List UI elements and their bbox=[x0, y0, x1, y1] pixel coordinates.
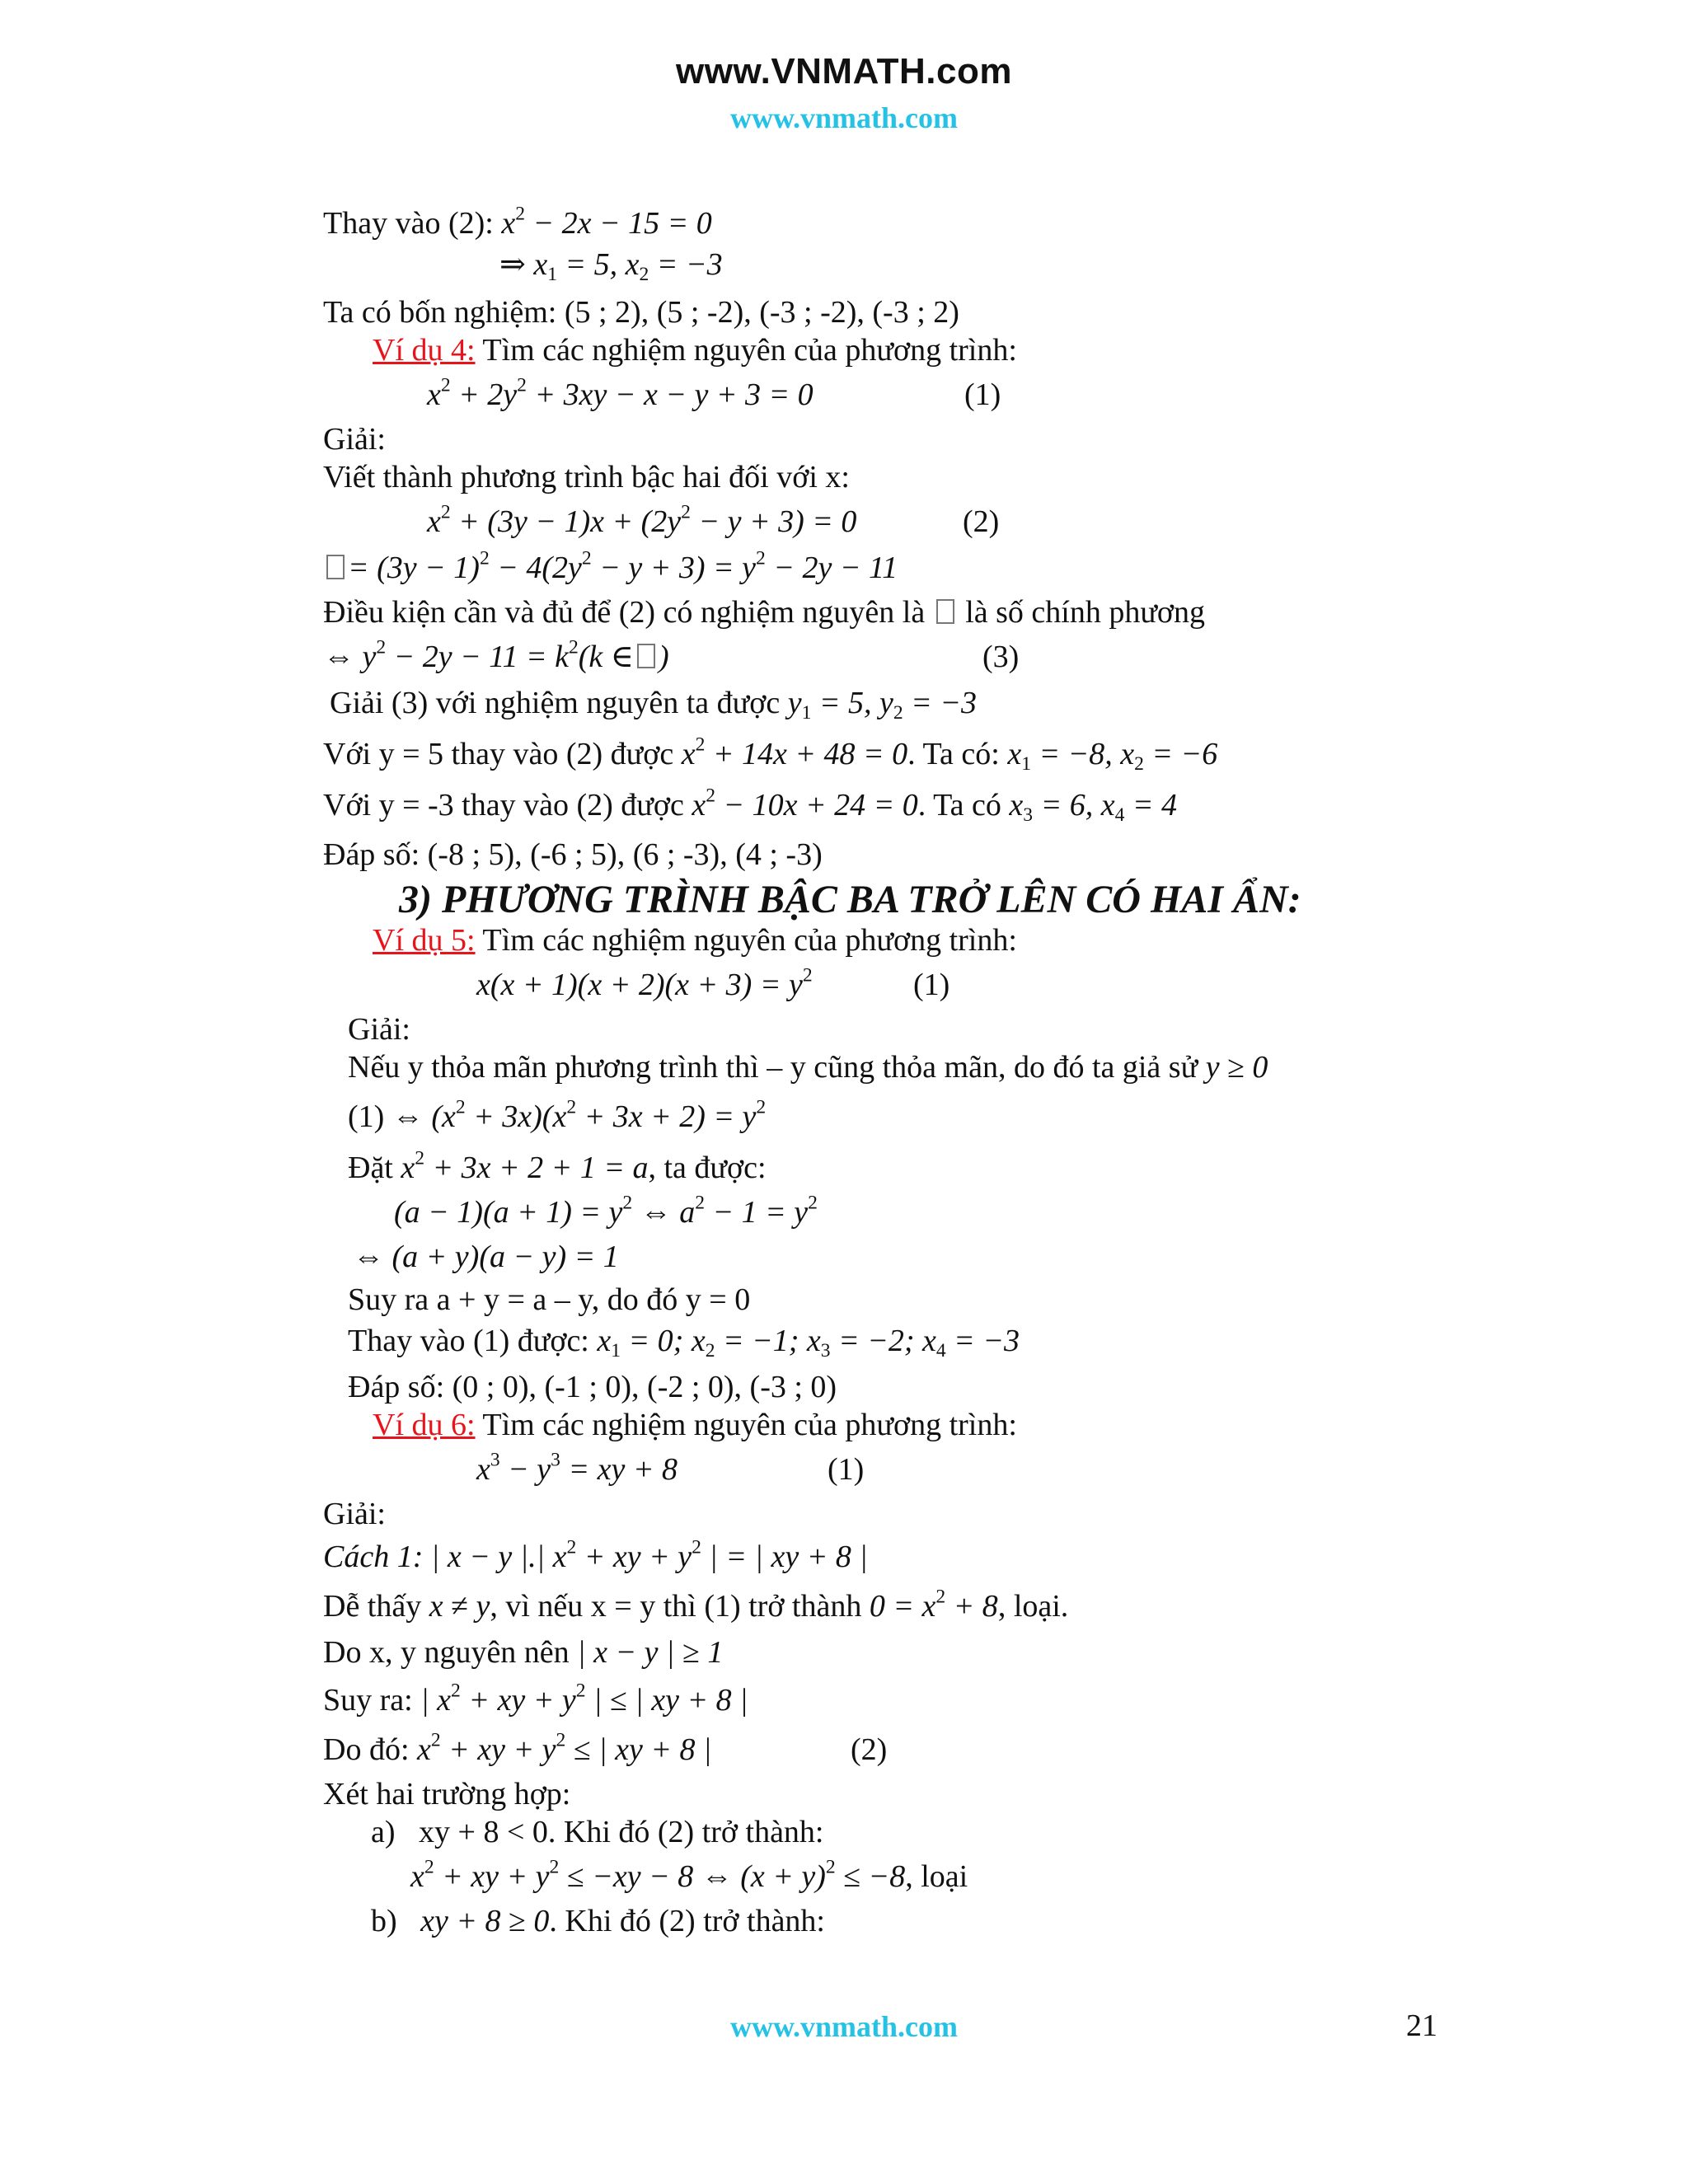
site-title: www.VNMATH.com bbox=[676, 51, 1012, 91]
solve-3-line: Giải (3) với nghiệm nguyên ta được $y_1 = 5$, $y_2 = -3$ bbox=[330, 686, 977, 724]
equation-ex6-1: $x^3 - y^3$ = xy + 8 (1) bbox=[476, 1449, 865, 1487]
footer-site: www.vnmath.com bbox=[730, 2010, 958, 2043]
text-line: Suy ra: | $x^2$ + xy + $y^2$ | ≤ | xy + 8 | bbox=[323, 1680, 748, 1718]
equation-ex4-3: ⇔ $y^2 - 2y - 11 = k^2(k$ ∈ ) (3) bbox=[323, 636, 1020, 674]
example-5-heading: Ví dụ 5: Tìm các nghiệm nguyên của phương trình: bbox=[373, 923, 1017, 958]
equation-ex6-2: Do đó: $x^2$ + xy + $y^2$ ≤ | xy + 8 | (2) bbox=[323, 1729, 888, 1767]
text-line: Do x, y nguyên nên | x − y | ≥ 1 bbox=[323, 1635, 724, 1670]
solution-label: Giải: bbox=[323, 422, 386, 457]
missing-glyph-icon bbox=[637, 644, 655, 668]
case-y5-line: Với y = 5 thay vào (2) được $x^2 + 14x + 48 = 0$. Ta có: $x_1 = -8$, $x_2 = -6$ bbox=[323, 733, 1218, 776]
solution-label: Giải: bbox=[348, 1012, 410, 1047]
equation-tag: (1) bbox=[828, 1452, 865, 1487]
equation-ex4-1: $x^2 + 2y^2 + 3xy - x - y + 3 = 0$ (1) bbox=[427, 374, 1001, 412]
equation-tag: (2) bbox=[851, 1732, 888, 1767]
text-line: Viết thành phương trình bậc hai đối với x: bbox=[323, 460, 850, 494]
equation-ex5-1: $x(x + 1)(x + 2)(x + 3) = y^2$ (1) bbox=[476, 964, 950, 1002]
example-6-heading: Ví dụ 6: Tìm các nghiệm nguyên của phương trình: bbox=[373, 1408, 1017, 1442]
condition-line: Điều kiện cần và đủ để (2) có nghiệm nguyên là là số chính phương bbox=[323, 595, 1206, 630]
equation-ex5-3: $(a - 1)(a + 1) = y^2$ ⇔ $a^2 - 1 = y^2$ bbox=[394, 1192, 818, 1230]
equation-tag: (3) bbox=[982, 640, 1020, 674]
substitution-line: Đặt $x^2 + 3x + 2 + 1 = a$, ta được: bbox=[348, 1147, 767, 1185]
text-line: Xét hai trường hợp: bbox=[323, 1777, 571, 1811]
example-6-label: Ví dụ 6: bbox=[373, 1408, 476, 1442]
section-heading-3: 3) PHƯƠNG TRÌNH BẬC BA TRỞ LÊN CÓ HAI ẨN: bbox=[399, 878, 1301, 921]
discriminant-line: = $(3y - 1)^2 - 4(2y^2 - y + 3) = y^2 - 2y - 11$ bbox=[323, 549, 898, 587]
case-b-line: b) xy + 8 ≥ 0. Khi đó (2) trở thành: bbox=[371, 1904, 825, 1938]
equation-tag: (2) bbox=[963, 504, 1000, 539]
line-four-solutions: Ta có bốn nghiệm: (5 ; 2), (5 ; -2), (-3 ; -2), (-3 ; 2) bbox=[323, 295, 959, 330]
answer-ex4: Đáp số: (-8 ; 5), (-6 ; 5), (6 ; -3), (4 ; -3) bbox=[323, 837, 823, 872]
equation: $x^2 - 2x - 15 = 0$ bbox=[501, 203, 712, 241]
site-subtitle: www.vnmath.com bbox=[730, 101, 958, 134]
text-line: Nếu y thỏa mãn phương trình thì – y cũng thỏa mãn, do đó ta giả sử y ≥ 0 bbox=[348, 1050, 1268, 1085]
missing-glyph-icon bbox=[936, 599, 954, 624]
example-4-heading: Ví dụ 4: Tìm các nghiệm nguyên của phương trình: bbox=[373, 333, 1017, 368]
answer-ex5: Đáp số: (0 ; 0), (-1 ; 0), (-2 ; 0), (-3 ; 0) bbox=[348, 1370, 837, 1404]
text-line: Thay vào (1) được: $x_1 = 0$; $x_2 = -1$; $x_3 = -2$; $x_4 = -3$ bbox=[348, 1324, 1020, 1362]
case-a-equation: $x^2$ + xy + $y^2 \le -xy - 8$ ⇔ $(x + y)^2 \le -8$, loại bbox=[410, 1856, 968, 1894]
equation-ex4-2: $x^2 + (3y - 1)x + (2y^2 - y + 3) = 0$ (2) bbox=[427, 501, 1000, 539]
text-line: Dễ thấy x ≠ y, vì nếu x = y thì (1) trở thành $0 = x^2 + 8$, loại. bbox=[323, 1586, 1069, 1624]
equation-ex5-4: ⇔ (a + y)(a − y) = 1 bbox=[353, 1240, 619, 1274]
page-number: 21 bbox=[1406, 2008, 1437, 2043]
equation-tag: (1) bbox=[913, 968, 950, 1002]
method-1-line: Cách 1: | x − y |.| $x^2$ + xy + $y^2$ | = | xy + 8 | bbox=[323, 1536, 868, 1574]
case-a-line: a) xy + 8 < 0. Khi đó (2) trở thành: bbox=[371, 1815, 824, 1849]
equation: ⇒ $x_1 = 5$, $x_2 = -3$ bbox=[499, 247, 723, 286]
line-substitute-2: Thay vào (2): $x^2 - 2x - 15 = 0$ bbox=[323, 203, 712, 241]
case-y-3-line: Với y = -3 thay vào (2) được $x^2 - 10x + 24 = 0$. Ta có $x_3 = 6$, $x_4 = 4$ bbox=[323, 785, 1178, 827]
example-4-label: Ví dụ 4: bbox=[373, 333, 476, 368]
text-line: Suy ra a + y = a – y, do đó y = 0 bbox=[348, 1282, 751, 1317]
example-5-label: Ví dụ 5: bbox=[373, 923, 476, 958]
missing-glyph-icon bbox=[326, 555, 345, 579]
equation-ex5-2: (1) ⇔ $(x^2 + 3x)(x^2 + 3x + 2) = y^2$ bbox=[348, 1096, 767, 1134]
equation-tag: (1) bbox=[964, 377, 1001, 412]
line-roots-1 bbox=[499, 246, 723, 284]
solution-label: Giải: bbox=[323, 1497, 386, 1531]
